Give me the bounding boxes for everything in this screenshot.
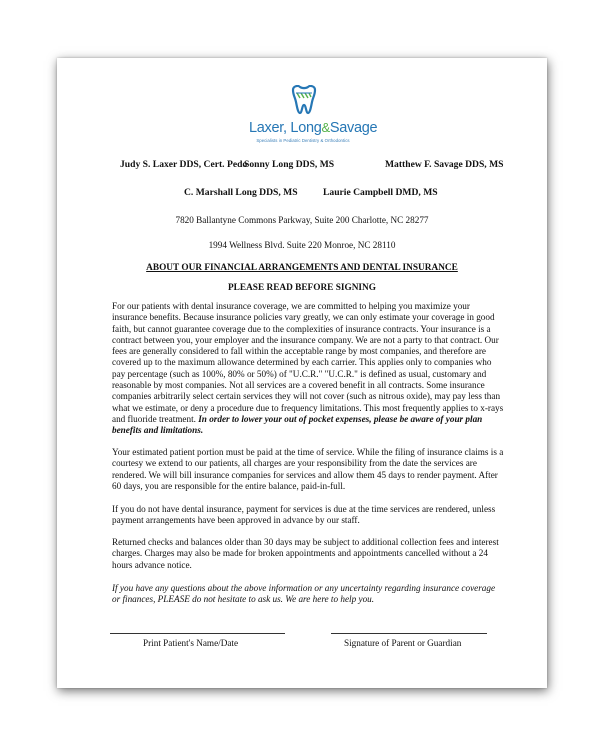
office-address: 1994 Wellness Blvd. Suite 220 Monroe, NC 28110 — [208, 240, 396, 250]
office-address: 7820 Ballantyne Commons Parkway, Suite 200 Charlotte, NC 28277 — [175, 215, 429, 225]
patient-name-label: Print Patient's Name/Date — [143, 638, 239, 648]
signature-label: Signature of Parent or Guardian — [344, 638, 462, 648]
patient-name-line — [110, 633, 285, 634]
practice-name: Laxer, Long&Savage — [249, 120, 378, 136]
tooth-icon — [290, 85, 318, 115]
emphasis-text: In order to lower your out of pocket expenses, please be aware of your plan benefits and limitations. — [112, 413, 483, 436]
doctor-name: Sonny Long DDS, MS — [244, 159, 335, 170]
insurance-paragraph: For our patients with dental insurance coverage, we are committed to helping you maximize your insurance benefits. Because insurance policies vary greatly, we can only estimate your coverage in good faith, but cannot guarantee coverage due to the complexities of insurance contracts. Your insurance is a contract between you, your employer and the insurance company. We are not a party to that contract. Our fees are generally considered to fall within the acceptable range by most companies, and therefore are covered up to the maximum allowance determined by each carrier. This applies only to companies who pay percentage (such as 100%, 80% or 50%) of "U.C.R." "U.C.R." is defined as usual, customary and reasonable by most companies. Not all services are a covered benefit in all contracts. Some insurance companies arbitrarily select certain services they will not cover (such as nitrous oxide), may pay less than what we estimate, or deny a procedure due to frequency limitations. This most frequently applies to x-rays and fluoride treatment. In order to lower your out of pocket expenses, please be aware of your plan benefits and limitations. — [112, 301, 504, 436]
doctor-name: Judy S. Laxer DDS, Cert. Pedo — [120, 159, 248, 170]
no-insurance-paragraph: If you do not have dental insurance, payment for services is due at the time services are rendered, unless payment arrangements have been approved in advance by our staff. — [112, 504, 496, 526]
doctor-name: Laurie Campbell DMD, MS — [323, 187, 438, 198]
practice-logo — [249, 85, 378, 155]
practice-tagline: Specialists in Pediatric Dentistry & Orthodontics — [256, 138, 350, 143]
doctor-name: C. Marshall Long DDS, MS — [184, 187, 298, 198]
returned-checks-paragraph: Returned checks and balances older than 30 days may be subject to additional collection fees and interest charges. Charges may also be made for broken appointments and appointments cancelled without a 24 hours advance notice. — [112, 537, 499, 570]
document-subtitle: PLEASE READ BEFORE SIGNING — [227, 283, 376, 293]
document-title: ABOUT OUR FINANCIAL ARRANGEMENTS AND DENTAL INSURANCE — [146, 263, 458, 273]
document-page — [57, 58, 547, 688]
doctor-name: Matthew F. Savage DDS, MS — [385, 159, 504, 170]
signature-line — [331, 633, 487, 634]
payment-paragraph: Your estimated patient portion must be paid at the time of service. While the filing of insurance claims is a courtesy we extend to our patients, all charges are your responsibility from the date the services are rendered. We will bill insurance companies for services and allow them 45 days to render payment. After 60 days, you are responsible for the entire balance, paid-in-full. — [112, 447, 504, 491]
questions-paragraph: If you have any questions about the above information or any uncertainty regarding insurance coverage or finances, PLEASE do not hesitate to ask us. We are here to help you. — [112, 583, 496, 605]
